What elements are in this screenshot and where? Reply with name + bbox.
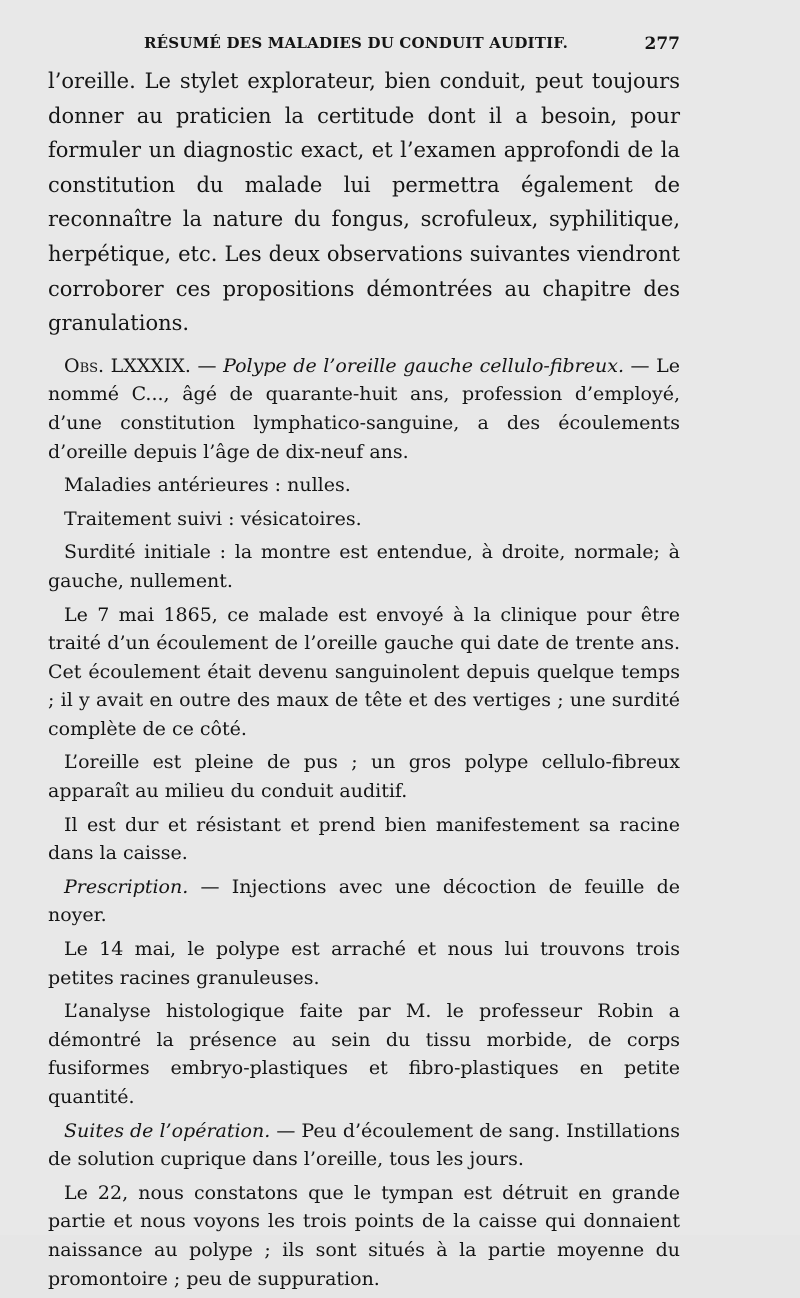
paragraph-analyse: L’analyse histologique faite par M. le professeur Robin a démontré la présence au sein du tissu morbide, de corps fusiformes embryo-plastiques et fibro-plastiques en petite quantité.: [48, 1000, 680, 1108]
suites-label: Suites de l’opération.: [64, 1119, 271, 1142]
paragraph-surdite: Surdité initiale : la montre est entendue, à droite, normale; à gauche, nullement.: [48, 541, 680, 592]
suites-text: — Peu d’écoulement de sang. Instillations de solution cuprique dans l’oreille, tous les jours.: [48, 1119, 680, 1171]
observation-section: [48, 352, 680, 1293]
header-title: RÉSUMÉ DES MALADIES DU CONDUIT AUDITIF.: [144, 34, 569, 52]
observation-heading-paragraph: [48, 352, 680, 466]
paragraph-maladies: Maladies antérieures : nulles.: [64, 474, 351, 497]
observation-dash: —: [190, 354, 224, 377]
observation-lead-text: — Le nommé C..., âgé de quarante-huit ans, profession d’employé, d’une constitution lymphatico-sanguine, a des écoulements d’oreille depuis l’âge de dix-neuf ans.: [48, 354, 680, 463]
paragraph-dur-resistant: Il est dur et résistant et prend bien manifestement sa racine dans la caisse.: [48, 813, 680, 865]
page-number: 277: [644, 34, 680, 54]
intro-paragraph: l’oreille. Le stylet explorateur, bien conduit, peut toujours donner au praticien la certitude dont il a besoin, pour formuler un diagnostic exact, et l’examen approfondi de la constitution du malade lui permettra également de reconnaître la nature du fongus, scrofuleux, syphilitique, herpétique, etc. Les deux observations suivantes viendront corroborer ces propositions démontrées au chapitre des granulations.: [48, 69, 680, 336]
paragraph-7-mai: Le 7 mai 1865, ce malade est envoyé à la clinique pour être traité d’un écoulement de l’oreille gauche qui date de trente ans. Cet écoulement était devenu sanguinolent depuis quelque temps ; il y avait en outre des maux de tête et des vertiges ; une surdité complète de ce côté.: [48, 603, 680, 740]
prescription-text: — Injections avec une décoction de feuille de noyer.: [48, 875, 680, 927]
paragraph-14-mai: Le 14 mai, le polype est arraché et nous lui trouvons trois petites racines granuleuses.: [48, 938, 680, 989]
prescription-paragraph: [48, 873, 680, 930]
prescription-label: Prescription.: [64, 875, 189, 898]
observation-title: Polype de l’oreille gauche cellulo-fibreux.: [223, 354, 624, 377]
paragraph-22: Le 22, nous constatons que le tympan est détruit en grande partie et nous voyons les trois points de la caisse qui donnaient naissance au polype ; ils sont situés à la partie moyenne du promontoire ; peu de suppuration.: [48, 1181, 680, 1290]
suites-paragraph: [48, 1117, 680, 1174]
paragraph-oreille-pus: L’oreille est pleine de pus ; un gros polype cellulo-fibreux apparaît au milieu du conduit auditif.: [48, 751, 680, 803]
observation-label: Obs. LXXXIX.: [64, 354, 191, 377]
paragraph-traitement: Traitement suivi : vésicatoires.: [64, 507, 362, 530]
running-header: [48, 34, 680, 58]
page-body: [48, 64, 680, 1298]
